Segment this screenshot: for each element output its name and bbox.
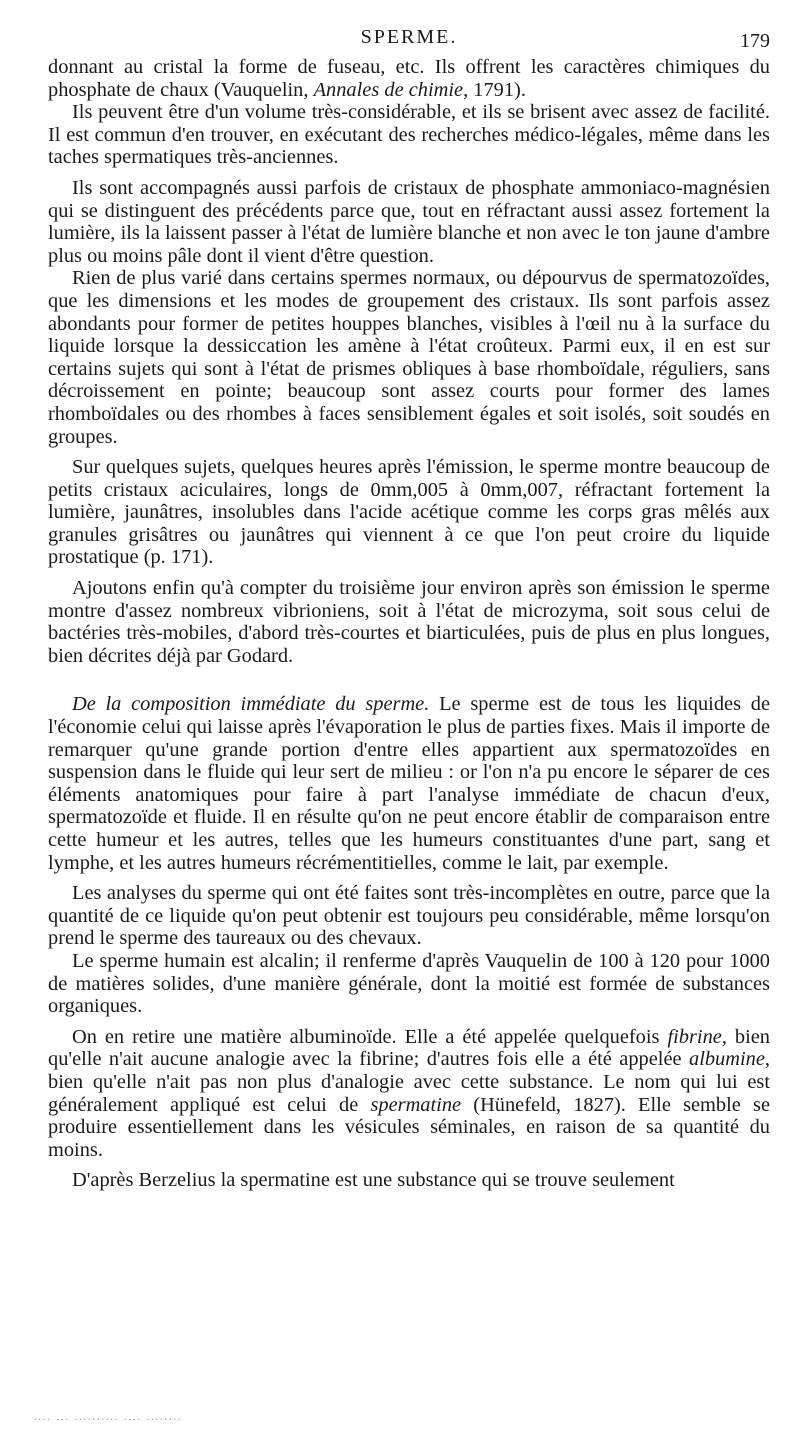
paragraph: Ajoutons enfin qu'à compter du troisième jour environ après son émission le sperme montre d'assez nombreux vibrioniens, soit à l'état de microzyma, soit sous celui de bactéries très-mobiles, d'abord très-courtes et biarticulées, puis de plus en plus longues, bien décrites déjà par Godard. — [48, 577, 770, 667]
paragraph: Les analyses du sperme qui ont été faites sont très-incomplètes en outre, parce que la quantité de ce liquide qu'on peut obtenir est toujours peu considérable, même lorsqu'on prend le sperme des taureaux ou des chevaux. — [48, 882, 770, 950]
paragraph: D'après Berzelius la spermatine est une substance qui se trouve seulement — [72, 1169, 675, 1192]
paragraph: Sur quelques sujets, quelques heures après l'émission, le sperme montre beaucoup de petits cristaux aciculaires, longs de 0mm,005 à 0mm,007, réfractant fortement la lumière, jaunâtres, insolubles dans l'acide acétique comme les corps gras mêlés aux granules grisâtres ou jaunâtres qui viennent à ce que l'on peut croire du liquide prostatique (p. 171). — [48, 456, 770, 569]
paragraph: Ils sont accompagnés aussi parfois de cristaux de phosphate ammoniaco-magnésien qui se distinguent des précédents parce que, tout en réfractant aussi assez fortement la lumière, ils la laissent passer à l'état de lumière blanche et non avec le ton jaune d'ambre plus ou moins pâle dont il vient d'être question. — [48, 176, 770, 267]
paragraph: On en retire une matière albuminoïde. Elle a été appelée quelquefois fibrine, bien qu'elle n'ait aucune analogie avec la fibrine; d'autres fois elle a été appelée albumine, bien qu'elle n'ait pas non plus d'analogie avec cette substance. Le nom qui lui est généralement appliqué est celui de spermatine (Hünefeld, 1827). Elle semble se produire essentiellement dans les vésicules séminales, en raison de sa quantité du moins. — [48, 1025, 770, 1161]
section-paragraph: De la composition immédiate du sperme. Le sperme est de tous les liquides de l'économie celui qui laisse après l'évaporation le plus de parties fixes. Mais il importe de remarquer qu'une grande portion d'entre elles appartient aux spermatozoïdes en suspension dans le fluide qui leur sert de milieu : or l'on n'a pu encore le séparer de ces éléments anatomiques pour faire à part l'analyse immédiate de chacun d'eux, spermatozoïde et fluide. Il en résulte qu'on ne peut encore établir de comparaison entre cette humeur et les autres, telles que les humeurs constituantes d'une part, sang et lymphe, et les autres humeurs récrémentitielles, comme le lait, par exemple. — [48, 693, 770, 874]
book-page — [48, 26, 770, 1192]
running-head: SPERME. — [360, 26, 458, 48]
section-title: De la composition immédiate du sperme. — [72, 693, 430, 716]
page-number: 179 — [740, 30, 770, 52]
body-text — [48, 56, 770, 1192]
scan-artifact: .... ... .......... .... ........ — [34, 1412, 183, 1423]
paragraph: Rien de plus varié dans certains spermes normaux, ou dépourvus de spermatozoïdes, que les dimensions et les modes de groupement des cristaux. Ils sont parfois assez abondants pour former de petites houppes blanches, visibles à l'œil nu à la surface du liquide lorsque la dessiccation les amène à l'état croûteux. Parmi eux, il en est sur certains sujets qui sont à l'état de prismes obliques à base rhomboïdale, réguliers, sans décroissement en pointe; beaucoup sont assez courts pour former des lames rhomboïdales ou des rhombes à faces sensiblement égales et soit isolés, soit soudés en groupes. — [48, 267, 770, 448]
page-header — [48, 26, 770, 56]
paragraph: Le sperme humain est alcalin; il renferme d'après Vauquelin de 100 à 120 pour 1000 de matières solides, d'une manière générale, dont la moitié est formée de substances organiques. — [48, 949, 770, 1018]
paragraph: donnant au cristal la forme de fuseau, etc. Ils offrent les caractères chimiques du phosphate de chaux (Vauquelin, Annales de chimie, 1791). — [48, 56, 770, 101]
paragraph: Ils peuvent être d'un volume très-considérable, et ils se brisent avec assez de facilité. Il est commun d'en trouver, en exécutant des recherches médico-légales, même dans les taches spermatiques très-anciennes. — [48, 101, 770, 169]
